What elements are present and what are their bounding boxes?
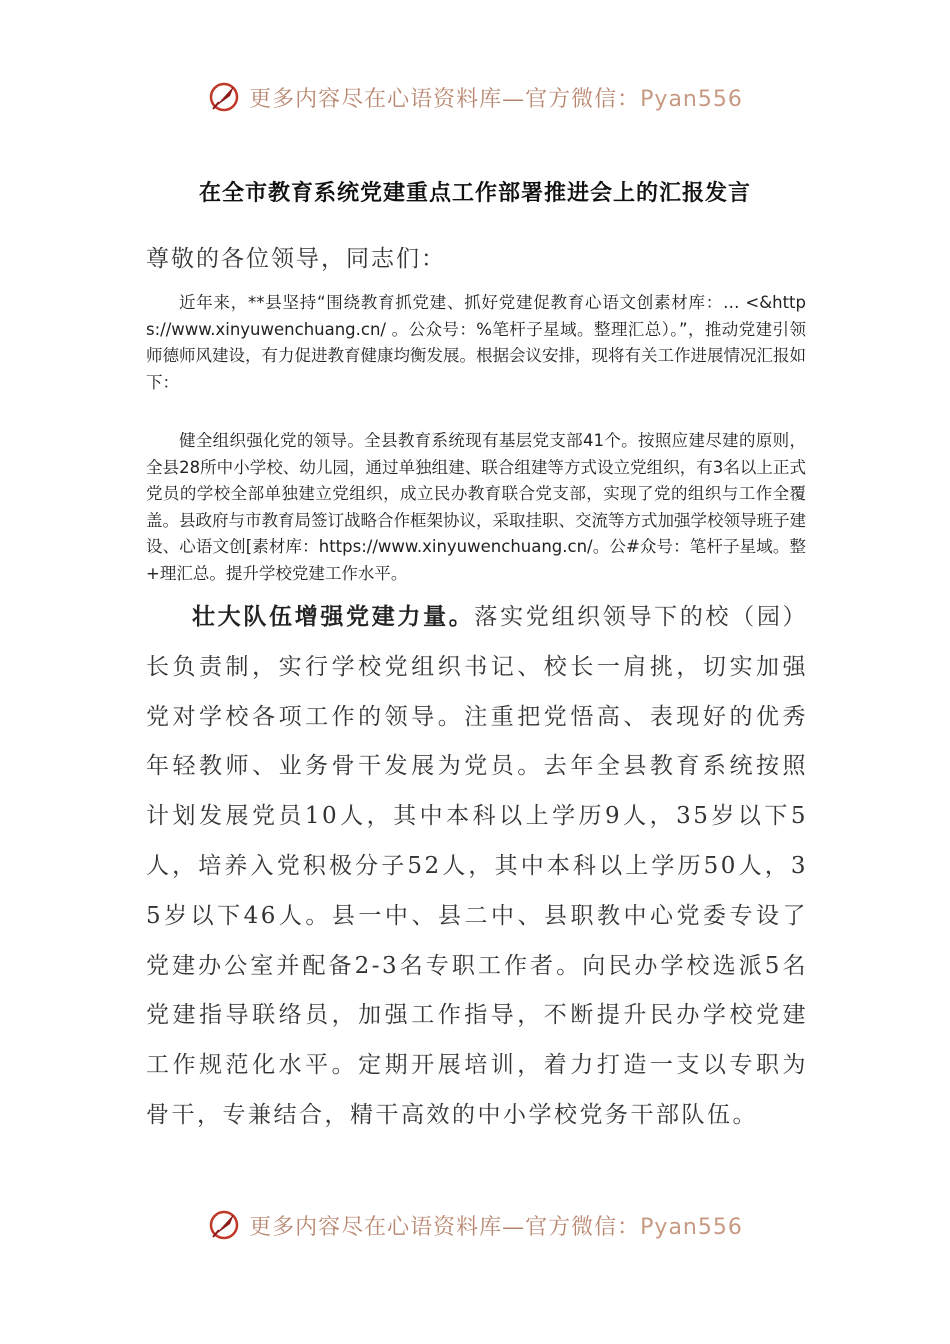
footer-banner-text [249, 1210, 743, 1241]
header-banner-wechat: Pyan556 [640, 86, 743, 112]
greeting: 尊敬的各位领导，同志们： [146, 246, 446, 272]
footer-banner-wechat: Pyan556 [640, 1214, 743, 1240]
header-banner-label: 更多内容尽在心语资料库—官方微信： [249, 86, 641, 112]
organization-paragraph: 健全组织强化党的领导。全县教育系统现有基层党支部41个。按照应建尽建的原则，全县28所中小学校、幼儿园，通过单独组建、联合组建等方式设立党组织，有3名以上正式党员的学校全部单独建立党组织，成立民办教育联合党支部，实现了党的组织与工作全覆盖。县政府与市教育局签订战略合作框架协议，采取挂职、交流等方式加强学校领导班子建设、心语文创[素材库：https://www.xinyuwenchuang.cn/。公#众号：笔杆子星域。整+理汇总。提升学校党建工作水平。 [146, 431, 806, 583]
document-title: 在全市教育系统党建重点工作部署推进会上的汇报发言 [198, 181, 751, 206]
team-paragraph-heading: 壮大队伍增强党建力量。 [192, 604, 475, 630]
team-paragraph-body: 落实党组织领导下的校（园）长负责制，实行学校党组织书记、校长一肩挑，切实加强党对学校各项工作的领导。注重把党悟高、表现好的优秀年轻教师、业务骨干发展为党员。去年全县教育系统按照计划发展党员10人，其中本科以上学历9人，35岁以下5人，培养入党积极分子52人，其中本科以上学历50人，35岁以下46人。县一中、县二中、县职教中心党委专设了党建办公室并配备2-3名专职工作者。向民办学校选派5名党建指导联络员，加强工作指导，不断提升民办学校党建工作规范化水平。定期开展培训，着力打造一支以专职为骨干，专兼结合，精干高效的中小学校党务干部队伍。 [146, 604, 809, 1128]
team-paragraph [146, 593, 808, 1141]
quill-logo-icon [207, 80, 241, 114]
header-banner [0, 80, 950, 114]
intro-paragraph: 近年来，**县坚持“围绕教育抓党建、抓好党建促教育心语文创素材库：… <&https://www.xinyuwenchuang.cn/ 。公众号：%笔杆子星域。整理汇总）。”，推动党建引领师德师风建设，有力促进教育健康均衡发展。根据会议安排，现将有关工作进展情况汇报如下： [146, 293, 806, 392]
header-banner-text [249, 82, 743, 113]
quill-logo-icon [207, 1208, 241, 1242]
footer-banner-label: 更多内容尽在心语资料库—官方微信： [249, 1214, 641, 1240]
footer-banner [0, 1208, 950, 1242]
